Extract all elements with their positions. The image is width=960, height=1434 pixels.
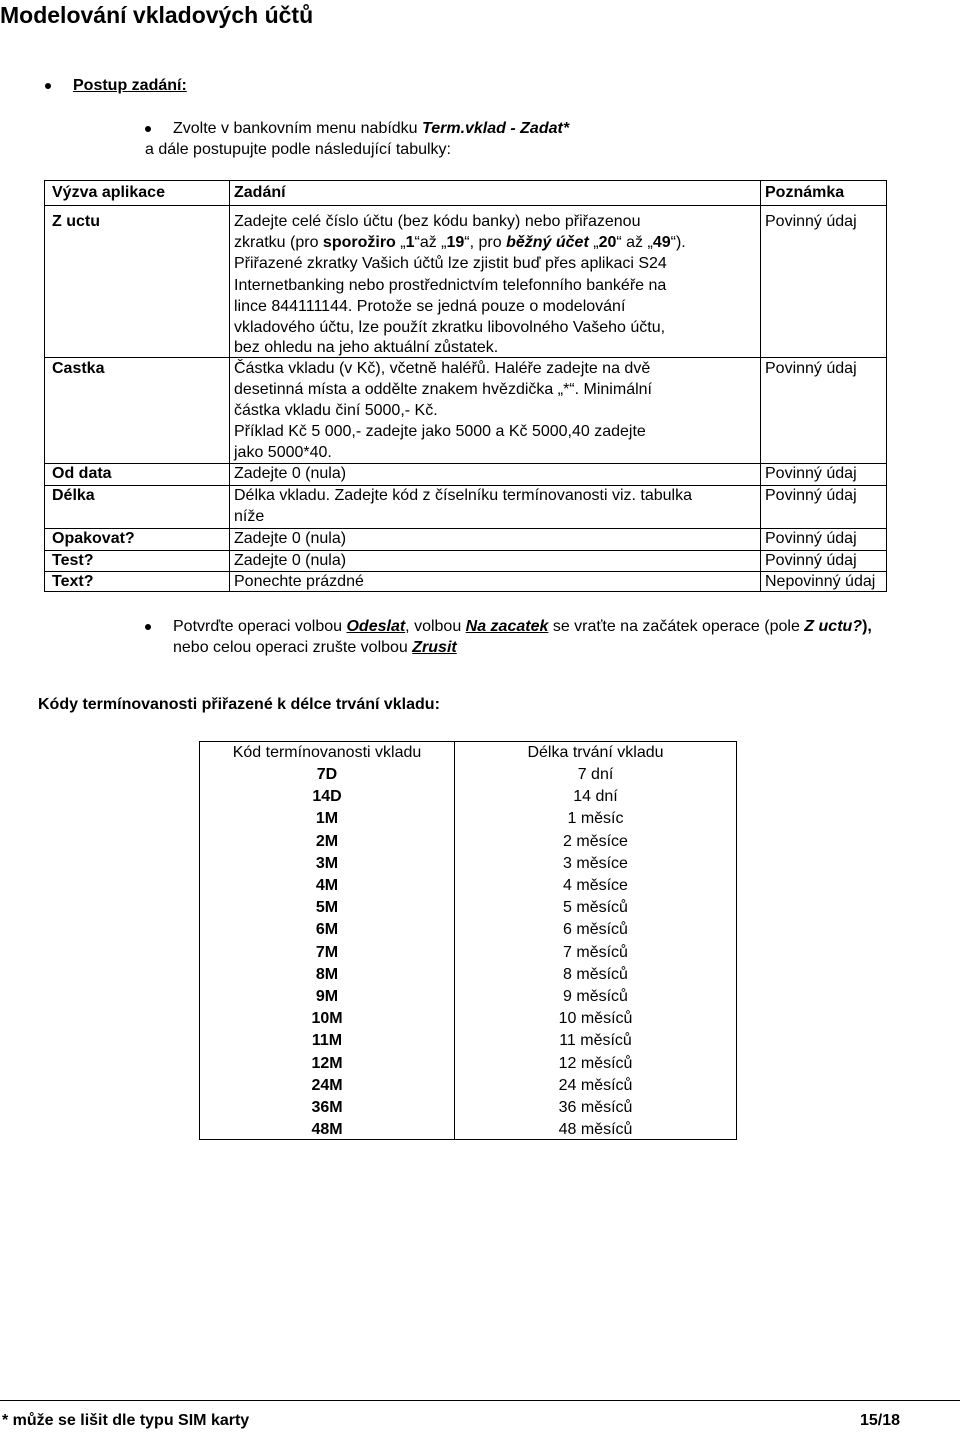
table-row (200, 764, 736, 786)
table-row-note: Povinný údaj (765, 213, 857, 230)
term-duration: 7 měsíců (563, 943, 628, 961)
input-table (44, 180, 887, 592)
table-row (200, 1075, 736, 1097)
codes-header-row (200, 742, 736, 764)
table-row-input (234, 485, 692, 506)
table-row (200, 1119, 736, 1141)
term-code: 11M (311, 1032, 343, 1050)
table-row-input: Ponechte prázdné (234, 573, 364, 590)
term-code: 10M (311, 1010, 343, 1028)
account-instruction-line (234, 232, 686, 253)
table-row-note: Nepovinný údaj (765, 573, 876, 590)
table-row-input: Zadejte 0 (nula) (234, 530, 347, 547)
text-fragment: ), (862, 618, 872, 635)
text-fragment: 19 (446, 234, 465, 251)
term-duration: 36 měsíců (558, 1099, 633, 1116)
field-name: Z uctu? (804, 618, 863, 635)
codes-table (199, 741, 737, 1140)
term-duration: 3 měsíce (563, 854, 628, 872)
term-code: 8M (315, 965, 339, 983)
table-row-prompt: Z uctu (52, 213, 100, 230)
term-code: 14D (312, 788, 342, 806)
page-number: 15/18 (860, 1412, 901, 1429)
step-text: Zvolte v bankovním menu nabídku (173, 120, 423, 137)
amount-instruction-line (234, 379, 652, 400)
term-duration: 9 měsíců (563, 988, 628, 1005)
column-header-note: Poznámka (765, 184, 845, 201)
term-code: 3M (315, 854, 339, 872)
column-header-input: Zadání (234, 184, 286, 201)
text-fragment: “). (670, 234, 686, 251)
codes-heading: Kódy termínovanosti přiřazené k délce trvání vkladu: (38, 696, 440, 713)
confirm-instruction (173, 616, 872, 637)
table-row (200, 1030, 736, 1052)
text-fragment: zkratku (pro (234, 234, 323, 251)
term-duration: 7 dní (577, 766, 614, 783)
account-instruction-line: Přiřazené zkratky Vašich účtů lze zjistit buď přes aplikaci S24 (234, 255, 667, 272)
send-option: Odeslat (346, 618, 406, 635)
table-row (200, 942, 736, 964)
table-row-input: Zadejte 0 (nula) (234, 552, 347, 569)
column-divider (760, 181, 761, 591)
term-duration: 2 měsíce (563, 832, 628, 850)
term-duration: 48 měsíců (558, 1121, 633, 1139)
bullet-icon (145, 126, 151, 132)
start-option: Na zacatek (465, 618, 549, 635)
table-row-prompt: Délka (52, 487, 95, 504)
table-row (200, 808, 736, 830)
text-fragment: desetinná místa a oddělte znakem hvězdička „*“. (234, 381, 580, 398)
table-row (200, 1053, 736, 1075)
row-divider (45, 205, 886, 206)
table-row (200, 919, 736, 941)
cancel-option: Zrusit (412, 639, 457, 656)
table-row (200, 897, 736, 919)
row-divider (45, 550, 886, 551)
text-fragment: Protože se jedná pouze o modelování (352, 298, 626, 315)
term-code: 1M (315, 810, 339, 828)
footer-note: * může se lišit dle typu SIM karty (2, 1412, 250, 1429)
text-fragment: se vraťte na začátek operace (pole (548, 618, 805, 635)
table-row (200, 1097, 736, 1119)
column-header-prompt: Výzva aplikace (52, 184, 165, 201)
text-fragment: běžný účet (506, 234, 589, 251)
table-row (200, 1008, 736, 1030)
row-divider (45, 528, 886, 529)
text-fragment: “ až „ (616, 234, 653, 251)
term-code: 48M (311, 1121, 343, 1139)
page-title: Modelování vkladových účtů (0, 2, 314, 28)
text-fragment: Potvrďte operaci volbou (173, 618, 347, 635)
term-duration: 1 měsíc (567, 810, 624, 828)
text-fragment: nebo celou operaci zrušte volbou (173, 639, 413, 656)
text-fragment: Haléře zadejte na dvě (490, 360, 651, 377)
account-instruction-line: bez ohledu na jeho aktuální zůstatek. (234, 339, 499, 356)
row-divider (45, 571, 886, 572)
text-fragment: „ (588, 234, 599, 251)
text-fragment: lince 844111144. (234, 298, 353, 315)
account-instruction-line: Zadejte celé číslo účtu (bez kódu banky) nebo přiřazenou (234, 213, 641, 230)
text-fragment: 20 (598, 234, 617, 251)
term-duration: 4 měsíce (563, 877, 628, 894)
table-row-note: Povinný údaj (765, 487, 857, 504)
term-duration: 5 měsíců (563, 899, 628, 917)
text-fragment: Zadejte kód z číselníku termínovanosti viz. tabulka (330, 487, 692, 504)
term-code: 36M (311, 1099, 343, 1116)
term-duration: 8 měsíců (563, 965, 628, 983)
amount-instruction-line: částka vkladu činí 5000,- Kč. (234, 402, 438, 419)
term-code: 5M (315, 899, 339, 917)
term-code: 4M (315, 877, 339, 894)
amount-instruction-line: jako 5000*40. (234, 444, 332, 461)
table-row (200, 964, 736, 986)
term-duration: 6 měsíců (563, 921, 628, 939)
amount-instruction-line: Příklad Kč 5 000,- zadejte jako 5000 a Kč 5000,40 zadejte (234, 423, 646, 440)
text-fragment: Délka vkladu. (234, 487, 331, 504)
table-row (200, 786, 736, 808)
row-divider (45, 463, 886, 464)
term-code: 7D (316, 766, 338, 783)
text-fragment: Částka vkladu (v Kč), včetně haléřů. (234, 360, 491, 377)
table-row-note: Povinný údaj (765, 360, 857, 377)
table-row-prompt: Castka (52, 360, 105, 377)
table-row-prompt: Od data (52, 465, 112, 482)
account-instruction-line (234, 296, 625, 317)
table-row-prompt: Opakovat? (52, 530, 135, 547)
text-fragment: sporožiro (322, 234, 396, 251)
table-row (200, 986, 736, 1008)
term-duration: 14 dní (573, 788, 618, 806)
text-fragment: “, pro (464, 234, 507, 251)
account-instruction-line: vkladového účtu, lze použít zkratku libovolného Vašeho účtu, (234, 319, 666, 336)
table-row-input: Zadejte 0 (nula) (234, 465, 347, 482)
bullet-icon (45, 83, 51, 89)
bullet-icon (145, 624, 151, 630)
term-code: 7M (315, 943, 339, 961)
menu-item-name: Term.vklad - Zadat* (422, 120, 570, 137)
table-row-note: Povinný údaj (765, 530, 857, 547)
table-row-note: Povinný údaj (765, 552, 857, 569)
term-duration: 10 měsíců (558, 1010, 633, 1028)
text-fragment: Minimální (579, 381, 652, 398)
column-header-code: Kód termínovanosti vkladu (232, 744, 422, 761)
column-divider (229, 181, 230, 591)
term-code: 9M (315, 988, 339, 1005)
column-header-duration: Délka trvání vkladu (527, 744, 664, 761)
term-code: 2M (315, 832, 339, 850)
table-row-prompt: Text? (52, 573, 94, 590)
term-code: 12M (311, 1054, 343, 1072)
footer-divider (0, 1400, 960, 1401)
confirm-instruction-line2 (173, 637, 457, 658)
step-instruction-line2: a dále postupujte podle následující tabulky: (145, 141, 451, 158)
table-row-input: níže (234, 508, 265, 525)
procedure-heading: Postup zadání: (73, 77, 187, 94)
term-code: 6M (315, 921, 339, 939)
term-code: 24M (311, 1076, 343, 1094)
text-fragment: 49 (652, 234, 671, 251)
term-duration: 12 měsíců (558, 1054, 633, 1072)
text-fragment: 1 (405, 234, 415, 251)
term-duration: 11 měsíců (559, 1032, 632, 1050)
text-fragment: , volbou (405, 618, 466, 635)
table-row (200, 875, 736, 897)
account-instruction-line: Internetbanking nebo prostřednictvím telefonního bankéře na (234, 277, 667, 294)
text-fragment: “až „ (414, 234, 447, 251)
table-row (200, 831, 736, 853)
table-row-prompt: Test? (52, 552, 94, 569)
step-instruction (173, 118, 569, 139)
amount-instruction-line (234, 358, 650, 379)
table-row (200, 853, 736, 875)
text-fragment: „ (395, 234, 406, 251)
term-duration: 24 měsíců (558, 1076, 633, 1094)
table-row-note: Povinný údaj (765, 465, 857, 482)
